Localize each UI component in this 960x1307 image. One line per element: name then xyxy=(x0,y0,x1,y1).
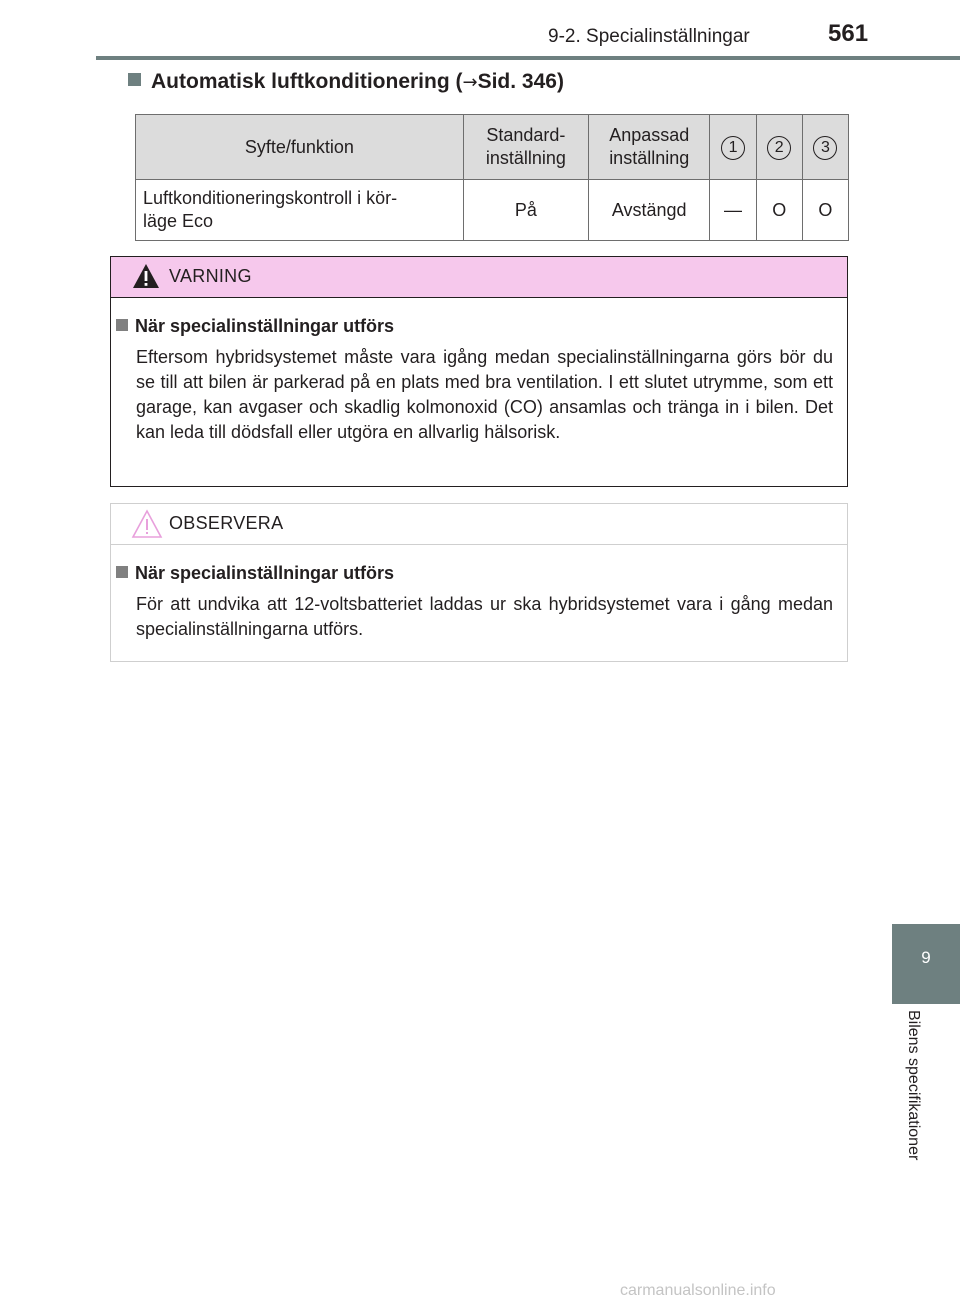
cell-method-2: O xyxy=(756,180,802,241)
heading-text: Automatisk luftkonditionering ( xyxy=(151,70,463,93)
chapter-title: Bilens specifikationer xyxy=(905,1010,922,1161)
cell-custom: Avstängd xyxy=(589,180,710,241)
col-header-function: Syfte/funktion xyxy=(136,115,464,180)
square-bullet-icon xyxy=(116,566,128,578)
section-heading xyxy=(128,70,564,94)
notice-subheading-text: När specialinställningar utförs xyxy=(135,563,395,583)
cell-function-text: Luftkonditioneringskontroll i kör- läge Eco xyxy=(143,188,398,231)
circled-number-2: 2 xyxy=(767,136,791,160)
heading-page-ref[interactable]: Sid. 346) xyxy=(477,70,564,93)
arrow-right-icon: → xyxy=(462,72,478,93)
notice-subheading xyxy=(116,563,394,584)
warning-title: VARNING xyxy=(169,266,252,286)
chapter-number: 9 xyxy=(921,948,931,967)
col-header-method-3 xyxy=(802,115,848,180)
col-header-custom: Anpassad inställning xyxy=(589,115,710,180)
table-row xyxy=(136,180,849,241)
warning-header xyxy=(111,257,847,298)
col-header-method-1 xyxy=(710,115,756,180)
notice-body: För att undvika att 12-voltsbatteriet laddas ur ska hybridsystemet vara i gång medan specialinställningarna utförs. xyxy=(136,594,833,639)
notice-title: OBSERVERA xyxy=(169,513,284,533)
cell-method-1: — xyxy=(710,180,756,241)
circled-number-3: 3 xyxy=(813,136,837,160)
warning-body: Eftersom hybridsystemet måste vara igång medan specialinställningarna görs bör du se till att bilen är parkerad på en plats med bra ventilation. I ett slutet utrymme, som ett garage, kan avgaser och skadlig kolmonoxid (CO) ansamlas och tränga in i bilen. Det kan leda till dödsfall eller utgöra en allvarlig hälsorisk. xyxy=(136,347,833,442)
page-number: 561 xyxy=(828,20,869,47)
notice-box xyxy=(110,503,848,662)
cell-function xyxy=(136,180,464,241)
chapter-tab[interactable] xyxy=(892,924,960,1004)
warning-box xyxy=(110,256,848,487)
settings-table xyxy=(135,114,849,241)
warning-subheading xyxy=(116,316,394,337)
warning-triangle-icon xyxy=(131,261,161,291)
watermark: carmanualsonline.info xyxy=(620,1282,776,1299)
notice-header xyxy=(111,504,847,545)
circled-number-1: 1 xyxy=(721,136,745,160)
cell-method-3: O xyxy=(802,180,848,241)
cell-default: På xyxy=(463,180,588,241)
warning-subheading-text: När specialinställningar utförs xyxy=(135,316,395,336)
square-bullet-icon xyxy=(128,73,141,86)
square-bullet-icon xyxy=(116,319,128,331)
col-header-method-2 xyxy=(756,115,802,180)
header-rule xyxy=(96,56,960,60)
caution-triangle-icon xyxy=(131,508,163,540)
table-header-row xyxy=(136,115,849,180)
col-header-default: Standard- inställning xyxy=(463,115,588,180)
running-header-section: 9-2. Specialinställningar xyxy=(548,26,750,47)
